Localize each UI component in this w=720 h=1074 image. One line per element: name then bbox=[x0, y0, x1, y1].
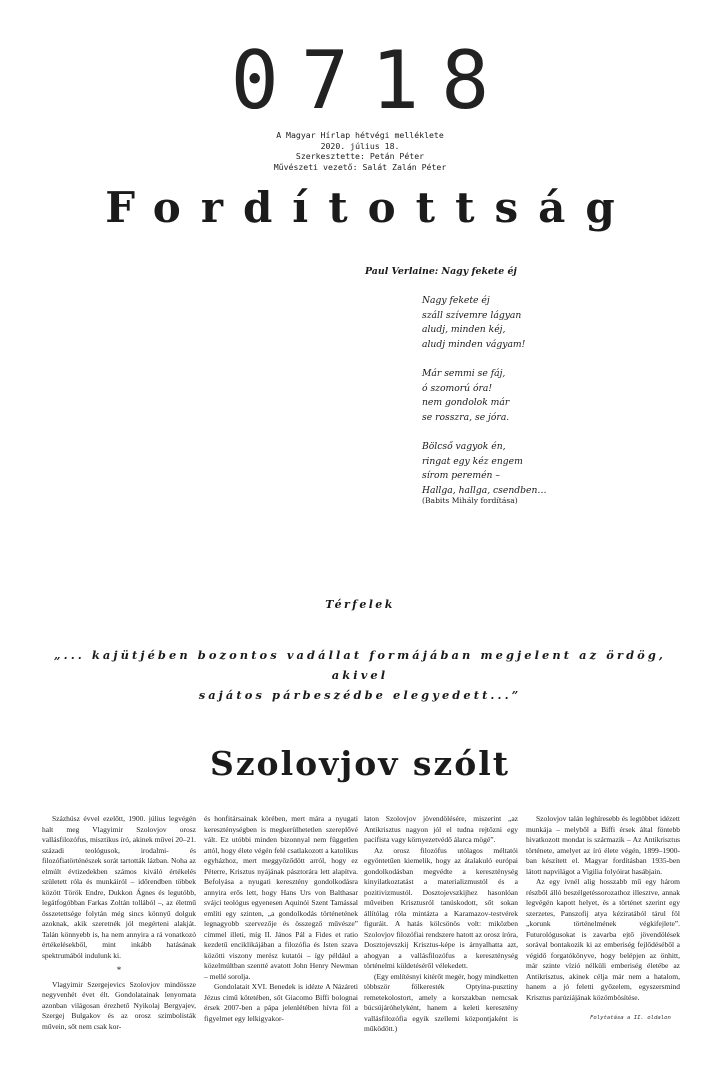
paragraph: laton Szolovjov jövendölésére, miszerint „az Antikrisztus nagyon jól el tudna rejtőzni egy pacifista vagy környezetvédő álarca mögé”. bbox=[364, 814, 518, 844]
poem-translator: (Babits Mihály fordítása) bbox=[422, 496, 518, 505]
supplement-line: A Magyar Hírlap hétvégi melléklete bbox=[276, 130, 444, 140]
editor-line: Szerkesztette: Petán Péter bbox=[295, 151, 425, 162]
article-column-3 bbox=[364, 814, 518, 1035]
paragraph: Gondolatait XVI. Benedek is idézte A Názáreti Jézus című kötetében, sőt Giacomo Biffi bolognai érsek 2007-ben a pápa jelenlétében hívta föl a figyelmet egy lelkigyakor- bbox=[204, 982, 358, 1023]
paragraph: Szolovjov talán leghíresebb és legtöbbet idézett munkája – melyből a Biffi érsek által föntebb hivatkozott mondat is származik – Az Antikrisztus története, amelyet az író élete végén, 1899–1900-ban készített el. Magyar fordításban 1935-ben látott napvilágot a Vigilia folyóirat hasábjain. bbox=[526, 814, 680, 876]
poem-line: Hallga, hallga, csendben… bbox=[422, 484, 547, 496]
continuation-note[interactable]: Folytatása a II. oldalon bbox=[590, 1015, 671, 1021]
poem-stanza bbox=[422, 294, 547, 352]
pull-quote bbox=[40, 645, 680, 705]
paragraph: és honfitársainak körében, mert mára a nyugati kereszténységben is megkerülhetetlen szereplővé vált. Ez utóbbi minden bizonnyal nem független attól, hogy élete végén felé csatlakozott a katolikus egyházhoz, mert meggyőződött arról, hogy ez Péterre, Krisztus nyájának pásztorára lett alapítva. Befolyása a nyugati keresztény gondolkodásra annyira erős lett, hogy Hans Urs von Balthasar svájci teológus egyenesen Aquinói Szent Tamással említi egy szinten, „a gondolkodás történetének legnagyobb szervezője és összegző művésze” címmel illeti, míg II. János Pál a Fides et ratio kezdetű enciklikájában a filozófia és Isten szava közötti viszony merész kutatói – így például a közelmúltban szentté avatott John Henry Newman – mellé sorolja. bbox=[204, 814, 358, 981]
poem-line: ringat egy kéz engem bbox=[422, 455, 523, 467]
article-column-4 bbox=[526, 814, 680, 1003]
section-divider: * bbox=[116, 965, 122, 975]
poem-stanza bbox=[422, 440, 547, 498]
article-column-1 bbox=[42, 814, 196, 1032]
issue-number: 0718 bbox=[230, 34, 512, 127]
poem-line: Bölcső vagyok én, bbox=[422, 440, 506, 452]
poem-line: Nagy fekete éj bbox=[422, 295, 490, 306]
poem-line: se rosszra, se jóra. bbox=[422, 411, 510, 423]
poem-line: Már semmi se fáj, bbox=[422, 367, 506, 379]
poem-stanza bbox=[422, 367, 547, 425]
paragraph: Az orosz filozófus utólagos méltatói egyöntetűen kiemelik, hogy az átalakuló európai gondolkodásban megvédte a kereszténység kinyilatkoztatást a materializmustól és a pozitivizmustól. Dosztojevszkijhez hasonlóan műveiben Krisztusról tanúskodott, sőt sokan állítólag róla mintázta a Karamazov-testvérek figuráit. A hatás kölcsönös volt: miközben Szolovjov filozófiai rendszere hatott az orosz íróra, Dosztojevszkij Krisztus-képe is árnyalhatta azt, ahogyan a vallásfilozófus a kereszténység történelmi küldetéséről vélekedett. bbox=[364, 845, 518, 970]
pull-quote-line: „... kajütjében bozontos vadállat formájában megjelent az ördög, akivel bbox=[54, 648, 666, 682]
paragraph: (Egy említésnyi kitérőt megér, hogy mindketten többször fölkeresték Optyina-pusztiny remetekolostort, amely a korszakban nemcsak búcsújáróhelyként, hanem a keleti keresztény vallásfilozófia egyik szellemi központjaként is működött.) bbox=[364, 971, 518, 1033]
credits bbox=[0, 130, 720, 172]
paragraph: Vlagyimir Szergejevics Szolovjov mindössze negyvenhét évet élt. Gondolatainak lenyomata azonban világosan érezhető Nyikolaj Bergyajev, Szergej Bulgakov és az orosz szimbolisták művein, sőt nem csak kor- bbox=[42, 979, 196, 1031]
paragraph: Az egy ívnél alig hosszabb mű egy három részből álló beszélgetéssorozathoz illesztve, annak legvégén kapott helyet, és a történet szerint egy szerzetes, Panszofij atya kéziratából tárul föl „korunk történelmének végkifejlete”. Futurológusokat is zavarba ejtő jövendölések sorával bontakozik ki az emberiség fejlődéséből a végidő forgatókönyve, hogy belépjen az önhitt, már szinte vízió nélküli emberiség életébe az Antikrisztus, akinek célja már nem a hatalom, hanem a jó feletti győzelem, egyszersmind Krisztus parúziájának közömbösítése. bbox=[526, 877, 680, 1002]
poem-line: nem gondolok már bbox=[422, 397, 510, 409]
pull-quote-line: sajátos párbeszédbe elegyedett...” bbox=[198, 688, 522, 702]
art-director-line: Művészeti vezető: Salát Zalán Péter bbox=[273, 161, 447, 172]
article-column-2 bbox=[204, 814, 358, 1024]
poem-line: aludj, minden kéj, bbox=[422, 324, 506, 336]
page-title: Fordítottság bbox=[105, 183, 635, 232]
poem-line: ó szomorú óra! bbox=[422, 382, 493, 394]
poem-line: sírom peremén – bbox=[422, 470, 500, 482]
article-headline: Szolovjov szólt bbox=[209, 744, 511, 783]
date-line: 2020. július 18. bbox=[320, 140, 400, 151]
section-label: Térfelek bbox=[325, 598, 395, 611]
poem bbox=[422, 294, 547, 513]
poem-heading: Paul Verlaine: Nagy fekete éj bbox=[365, 266, 517, 277]
poem-line: száll szívemre lágyan bbox=[422, 309, 522, 321]
paragraph: Százhúsz évvel ezelőtt, 1900. július legvégén halt meg Vlagyimir Szolovjov orosz vallásfilozófus, misztikus író, akinek művei 20–21. századi teológusok, irodalmi- és filozófiatörténészek sorát tartották lázban. Noha az elmúlt évtizedekben számos kiváló értékelés született róla és munkáiról – időrendben többek között Török Endre, Dukkon Ágnes és legutóbb, legátfogóbban Farkas Zoltán tollából –, az életmű összetettsége folytán még sincs könnyű dolguk azoknak, akik szeretnék jól megérteni alakját. Talán könnyebb is, ha nem annyira a rá vonatkozó értékelésekből, mint inkább hatásának spektrumából indulunk ki. bbox=[42, 814, 196, 960]
poem-line: aludj minden vágyam! bbox=[422, 338, 526, 350]
